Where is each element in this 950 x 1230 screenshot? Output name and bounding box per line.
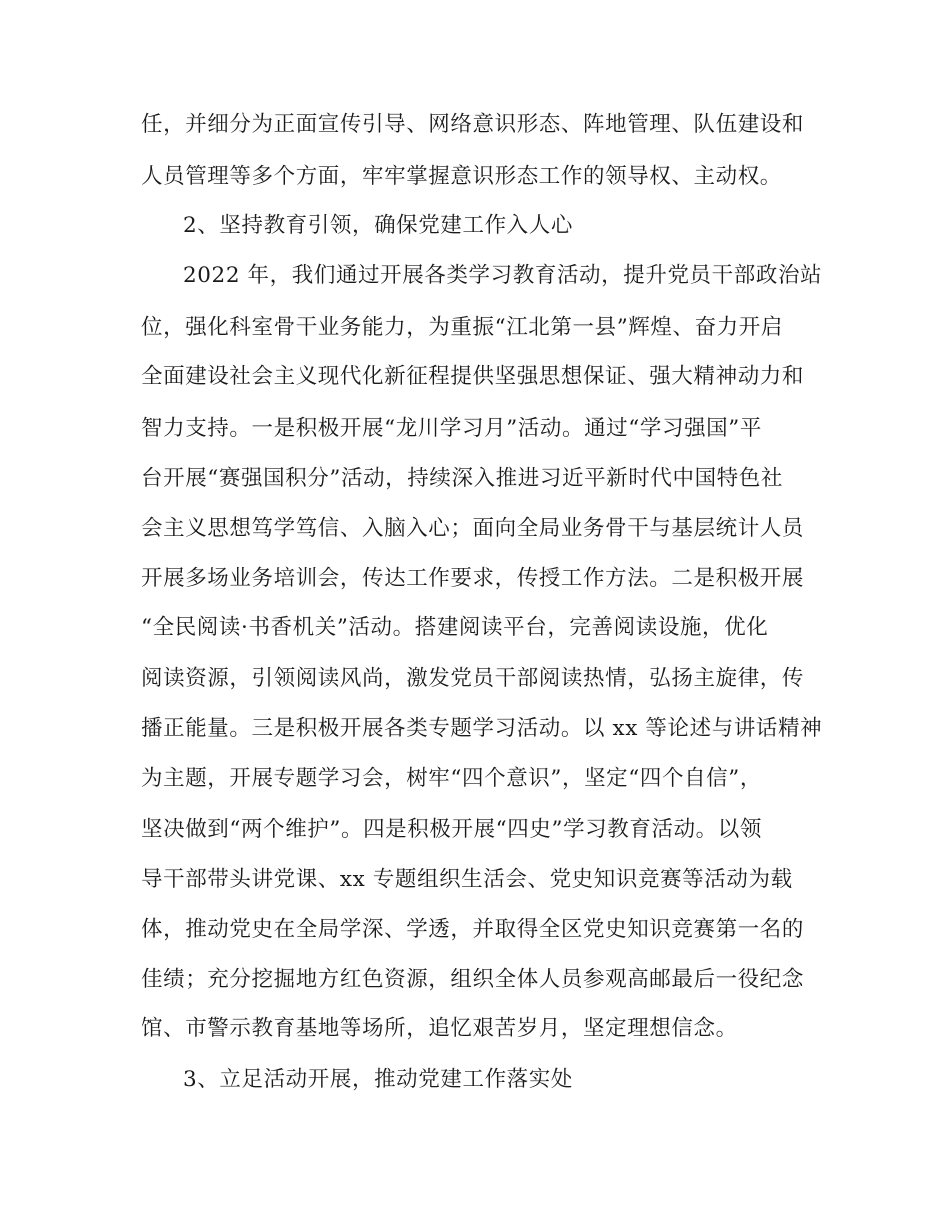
body-text-line: 人员管理等多个方面，牢牢掌握意识形态工作的领导权、主动权。 xyxy=(141,164,782,189)
body-text-line: 阅读资源，引领阅读风尚，激发党员干部阅读热情，弘扬主旋律，传 xyxy=(141,666,805,691)
body-text-line: 体，推动党史在全局学深、学透，并取得全区党史知识竞赛第一名的 xyxy=(141,917,805,942)
body-text-line: 馆、市警示教育基地等场所，追忆艰苦岁月，坚定理想信念。 xyxy=(141,1016,738,1041)
body-text-line: 为主题，开展专题学习会，树牢“四个意识”，坚定“四个自信”， xyxy=(141,766,762,791)
body-text-line: 播正能量。三是积极开展各类专题学习活动。以 xx 等论述与讲话精神 xyxy=(141,716,823,741)
body-text-line: 2022 年，我们通过开展各类学习教育活动，提升党员干部政治站 xyxy=(183,263,823,288)
body-text-line: 佳绩；充分挖掘地方红色资源，组织全体人员参观高邮最后一役纪念 xyxy=(141,967,805,992)
body-text-line: 坚决做到“两个维护”。四是积极开展“四史”学习教育活动。以领 xyxy=(141,817,762,842)
body-text-line: 全面建设社会主义现代化新征程提供坚强思想保证、强大精神动力和 xyxy=(141,364,805,389)
body-text-line: 智力支持。一是积极开展“龙川学习月”活动。通过“学习强国”平 xyxy=(141,416,762,441)
body-text-line: 导干部带头讲党课、xx 专题组织生活会、党史知识竞赛等活动为载 xyxy=(141,867,793,892)
body-text-line: 位，强化科室骨干业务能力，为重振“江北第一县”辉煌、奋力开启 xyxy=(141,315,783,340)
section-heading: 2、坚持教育引领，确保党建工作入人心 xyxy=(183,213,573,238)
body-text-line: 开展多场业务培训会，传达工作要求，传授工作方法。二是积极开展 xyxy=(141,566,805,591)
body-text-line: 台开展“赛强国积分”活动，持续深入推进习近平新时代中国特色社 xyxy=(141,466,783,491)
body-text-line: “全民阅读·书香机关”活动。搭建阅读平台，完善阅读设施，优化 xyxy=(141,615,769,640)
body-text-line: 会主义思想笃学笃信、入脑入心；面向全局业务骨干与基层统计人员 xyxy=(141,516,805,541)
body-text-line: 任，并细分为正面宣传引导、网络意识形态、阵地管理、队伍建设和 xyxy=(141,112,805,137)
section-heading: 3、立足活动开展，推动党建工作落实处 xyxy=(183,1067,573,1092)
